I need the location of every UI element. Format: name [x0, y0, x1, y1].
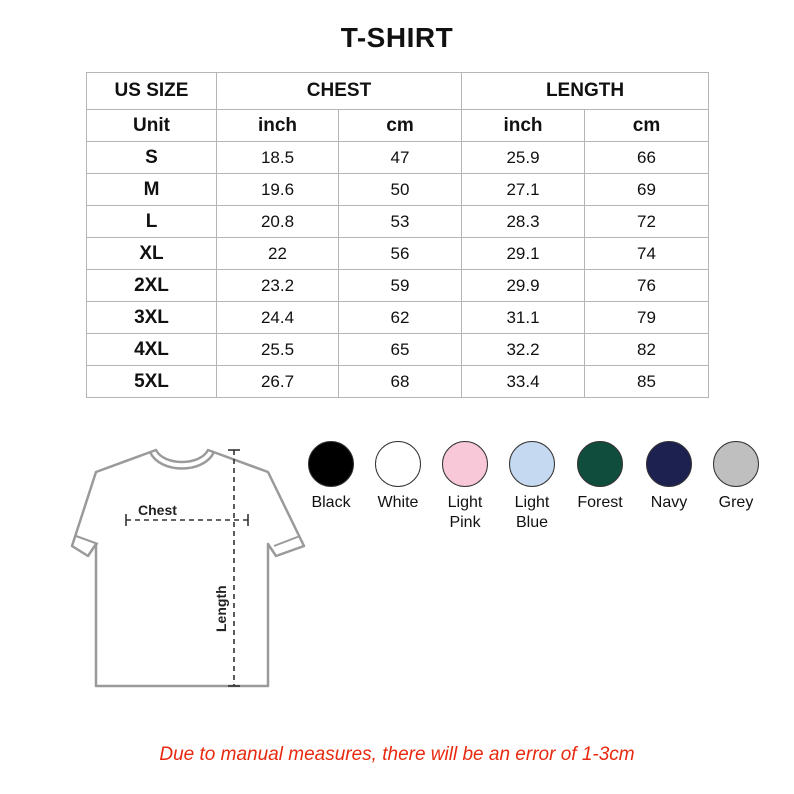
table-unit-row: [87, 110, 709, 142]
chest-cm-cell: 47: [339, 142, 462, 174]
color-swatch-black: [298, 441, 364, 513]
color-label-line1: Grey: [718, 494, 754, 511]
color-swatch-white: [365, 441, 431, 513]
color-label-line1: Light: [447, 494, 483, 511]
color-circle: [442, 441, 488, 487]
color-label: [365, 493, 431, 513]
chest-inch-cell: 26.7: [217, 366, 339, 398]
size-cell: 3XL: [87, 302, 217, 334]
table-row: [87, 334, 709, 366]
length-cm-cell: 82: [585, 334, 709, 366]
chest-inch-cell: 22: [217, 238, 339, 270]
table-row: [87, 206, 709, 238]
size-cell: XL: [87, 238, 217, 270]
length-inch-cell: 29.9: [462, 270, 585, 302]
length-cm-cell: 69: [585, 174, 709, 206]
length-cm-cell: 66: [585, 142, 709, 174]
table-row: [87, 238, 709, 270]
tshirt-diagram: [68, 440, 308, 690]
color-swatch-light-pink: [432, 441, 498, 533]
color-label: [499, 493, 565, 533]
size-cell: 4XL: [87, 334, 217, 366]
color-circle: [308, 441, 354, 487]
length-inch-cell: 28.3: [462, 206, 585, 238]
length-inch-cell: 27.1: [462, 174, 585, 206]
header-us-size: US SIZE: [87, 73, 217, 110]
page-title: T-SHIRT: [340, 22, 454, 53]
length-cm-cell: 85: [585, 366, 709, 398]
color-swatch-light-blue: [499, 441, 565, 533]
unit-label: Unit: [87, 110, 217, 142]
color-label: [567, 493, 633, 513]
table-row: [87, 174, 709, 206]
size-cell: S: [87, 142, 217, 174]
color-label: [298, 493, 364, 513]
chest-cm-cell: 59: [339, 270, 462, 302]
color-label: [432, 493, 498, 533]
color-circle: [577, 441, 623, 487]
color-circle: [375, 441, 421, 487]
length-inch-cell: 32.2: [462, 334, 585, 366]
color-label-line1: Forest: [577, 494, 623, 511]
color-label-line1: Light: [514, 494, 550, 511]
color-label-line1: Navy: [650, 494, 688, 511]
color-circle: [646, 441, 692, 487]
size-chart-table: [86, 72, 709, 398]
length-cm-cell: 72: [585, 206, 709, 238]
size-cell: 5XL: [87, 366, 217, 398]
measurement-error-note: Due to manual measures, there will be an error of 1-3cm: [159, 744, 635, 765]
color-label-line1: White: [377, 494, 419, 511]
length-inch-cell: 29.1: [462, 238, 585, 270]
chest-inch-cell: 24.4: [217, 302, 339, 334]
color-label-line1: Black: [311, 494, 351, 511]
header-length: LENGTH: [462, 73, 709, 110]
size-cell: M: [87, 174, 217, 206]
chest-cm-cell: 62: [339, 302, 462, 334]
chest-inch-cell: 19.6: [217, 174, 339, 206]
chest-inch-cell: 23.2: [217, 270, 339, 302]
chest-inch-cell: 25.5: [217, 334, 339, 366]
length-cm-cell: 74: [585, 238, 709, 270]
length-cm-cell: 76: [585, 270, 709, 302]
size-cell: 2XL: [87, 270, 217, 302]
length-inch-cell: 31.1: [462, 302, 585, 334]
chest-label: Chest: [138, 502, 177, 518]
chest-cm-cell: 56: [339, 238, 462, 270]
length-cm-cell: 79: [585, 302, 709, 334]
chest-inch-cell: 20.8: [217, 206, 339, 238]
table-row: [87, 270, 709, 302]
color-label-line2: Blue: [515, 514, 549, 531]
unit-length-cm: cm: [585, 110, 709, 142]
color-label: [703, 493, 769, 513]
color-circle: [509, 441, 555, 487]
table-row: [87, 142, 709, 174]
color-swatch-navy: [636, 441, 702, 513]
chest-cm-cell: 68: [339, 366, 462, 398]
length-label: Length: [213, 585, 229, 632]
length-inch-cell: 33.4: [462, 366, 585, 398]
unit-chest-inch: inch: [217, 110, 339, 142]
header-chest: CHEST: [217, 73, 462, 110]
color-label-line2: Pink: [449, 514, 481, 531]
color-swatch-grey: [703, 441, 769, 513]
chest-cm-cell: 65: [339, 334, 462, 366]
chest-cm-cell: 53: [339, 206, 462, 238]
color-swatch-forest: [567, 441, 633, 513]
table-row: [87, 302, 709, 334]
color-label: [636, 493, 702, 513]
table-header-row: [87, 73, 709, 110]
unit-chest-cm: cm: [339, 110, 462, 142]
color-circle: [713, 441, 759, 487]
unit-length-inch: inch: [462, 110, 585, 142]
length-inch-cell: 25.9: [462, 142, 585, 174]
chest-cm-cell: 50: [339, 174, 462, 206]
chest-inch-cell: 18.5: [217, 142, 339, 174]
size-cell: L: [87, 206, 217, 238]
tshirt-outline: [72, 450, 304, 686]
table-row: [87, 366, 709, 398]
